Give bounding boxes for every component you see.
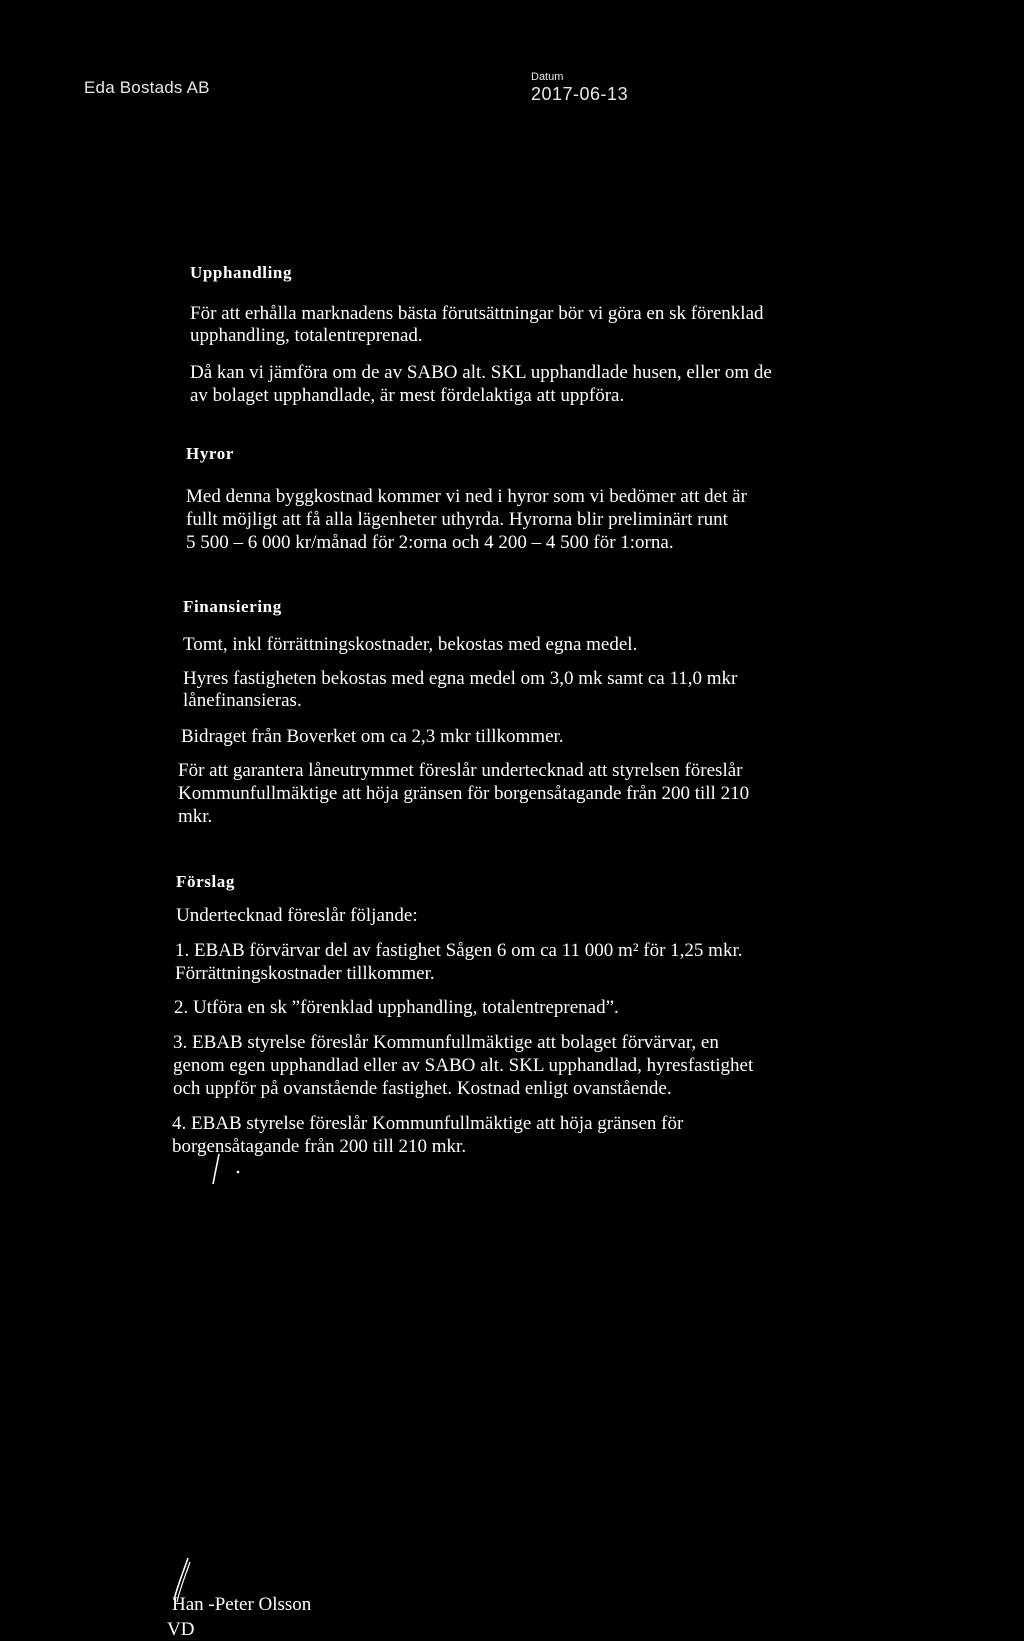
hyror-line-2: fullt möjligt att få alla lägenheter uthyrda. Hyrorna blir preliminärt runt — [186, 509, 728, 530]
signatory-name: Han -Peter Olsson — [172, 1594, 312, 1615]
forslag-item-3-line-1: 3. EBAB styrelse föreslår Kommunfullmäktige att bolaget förvärvar, en — [173, 1032, 719, 1053]
forslag-item-1-line-2: Förrättningskostnader tillkommer. — [175, 963, 435, 984]
hyror-line-3: 5 500 – 6 000 kr/månad för 2:orna och 4 200 – 4 500 för 1:orna. — [186, 532, 674, 553]
finansiering-paragraph-1: Tomt, inkl förrättningskostnader, bekostas med egna medel. — [183, 634, 638, 655]
forslag-item-3-line-3: och uppför på ovanstående fastighet. Kostnad enligt ovanstående. — [173, 1078, 672, 1099]
finansiering-paragraph-2-line-1: Hyres fastigheten bekostas med egna medel om 3,0 mk samt ca 11,0 mkr — [183, 668, 738, 689]
heading-finansiering: Finansiering — [183, 597, 282, 616]
finansiering-paragraph-2-line-2: lånefinansieras. — [183, 690, 302, 711]
pen-stroke-mark — [205, 1150, 245, 1190]
upphandling-paragraph-1-line-2: upphandling, totalentreprenad. — [190, 325, 423, 346]
heading-hyror: Hyror — [186, 444, 235, 463]
upphandling-paragraph-2-line-1: Då kan vi jämföra om de av SABO alt. SKL upphandlade husen, eller om de — [190, 362, 772, 383]
forslag-item-4-line-2: borgensåtagande från 200 till 210 mkr. — [172, 1136, 467, 1157]
hyror-line-1: Med denna byggkostnad kommer vi ned i hyror som vi bedömer att det är — [186, 486, 747, 507]
forslag-item-1-line-1: 1. EBAB förvärvar del av fastighet Sågen 6 om ca 11 000 m² för 1,25 mkr. — [175, 940, 743, 961]
finansiering-paragraph-4-line-3: mkr. — [178, 806, 213, 827]
forslag-item-2: 2. Utföra en sk ”förenklad upphandling, totalentreprenad”. — [174, 997, 619, 1018]
upphandling-paragraph-2-line-2: av bolaget upphandlade, är mest fördelaktiga att uppföra. — [190, 385, 625, 406]
company-name: Eda Bostads AB — [84, 78, 210, 97]
finansiering-paragraph-4-line-1: För att garantera låneutrymmet föreslår undertecknad att styrelsen föreslår — [178, 760, 743, 781]
upphandling-paragraph-1-line-1: För att erhålla marknadens bästa förutsättningar bör vi göra en sk förenklad — [190, 303, 764, 324]
finansiering-paragraph-3: Bidraget från Boverket om ca 2,3 mkr tillkommer. — [181, 726, 564, 747]
forslag-intro: Undertecknad föreslår följande: — [176, 905, 418, 926]
heading-upphandling: Upphandling — [190, 263, 293, 282]
signatory-title: VD — [167, 1619, 195, 1640]
heading-forslag: Förslag — [176, 872, 235, 891]
forslag-item-3-line-2: genom egen upphandlad eller av SABO alt. SKL upphandlad, hyresfastighet — [173, 1055, 754, 1076]
date-label: Datum — [531, 71, 564, 83]
forslag-item-4-line-1: 4. EBAB styrelse föreslår Kommunfullmäktige att höja gränsen för — [172, 1113, 684, 1134]
document-date: 2017-06-13 — [531, 84, 629, 104]
finansiering-paragraph-4-line-2: Kommunfullmäktige att höja gränsen för borgensåtagande från 200 till 210 — [178, 783, 750, 804]
